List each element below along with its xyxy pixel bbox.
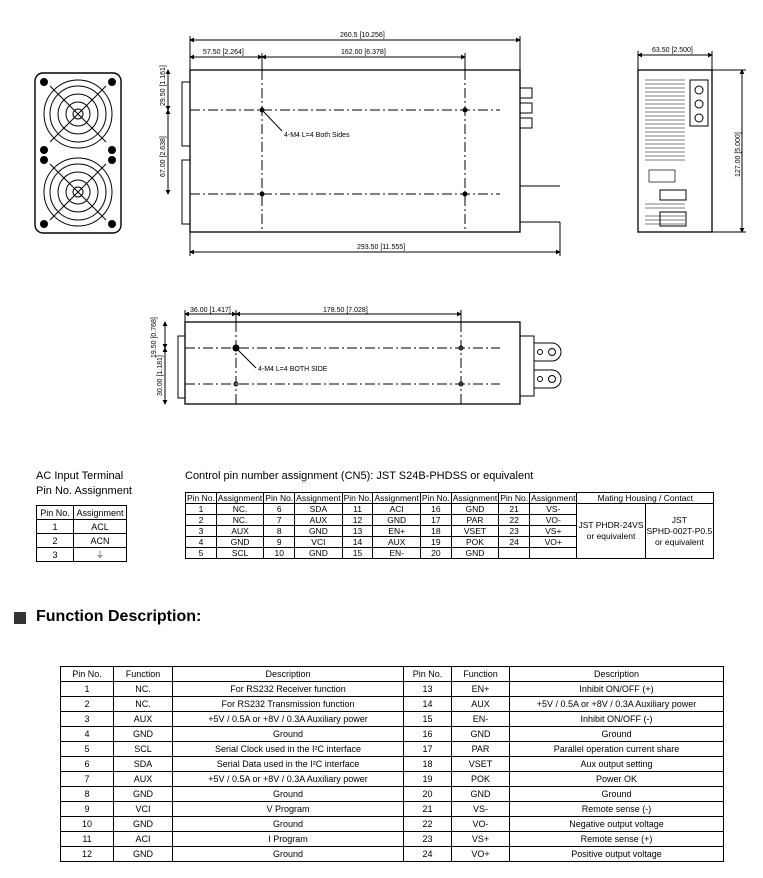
table-row [61, 817, 724, 832]
function-table-body [61, 682, 724, 862]
cell: 22 [499, 515, 530, 526]
cell: 18 [420, 526, 451, 537]
cell: 1 [186, 504, 217, 515]
table-row [61, 742, 724, 757]
cell: SDA [295, 504, 342, 515]
table-cell: Inhibit ON/OFF (+) [510, 682, 724, 697]
table-cell: Inhibit ON/OFF (-) [510, 712, 724, 727]
table-cell: AUX [114, 772, 173, 787]
table-cell: GND [114, 847, 173, 862]
table-row [37, 534, 127, 548]
table-row [61, 787, 724, 802]
cell: POK [451, 537, 498, 548]
table-row [61, 802, 724, 817]
cell: AUX [216, 526, 263, 537]
cell: 21 [499, 504, 530, 515]
dim-top-vert-2: 67.00 [2.638] [160, 136, 167, 177]
cell: VCI [295, 537, 342, 548]
table-cell: For RS232 Receiver function [173, 682, 404, 697]
table-cell: AUX [114, 712, 173, 727]
cell: AUX [373, 537, 420, 548]
cell: SCL [216, 548, 263, 559]
housing-model: JST PHDR-24VS [578, 520, 644, 530]
table-cell: VO- [452, 817, 510, 832]
table-cell: 22 [404, 817, 452, 832]
col-header: Pin No. [61, 667, 114, 682]
dim-end-width: 63.50 [2.500] [652, 47, 693, 54]
table-cell: 13 [404, 682, 452, 697]
col-header: Pin No. [404, 667, 452, 682]
table-cell: 2 [61, 697, 114, 712]
col-header: Pin No. [343, 493, 372, 503]
table-row [61, 757, 724, 772]
table-cell: 15 [404, 712, 452, 727]
table-cell: VS- [452, 802, 510, 817]
table-cell: 21 [404, 802, 452, 817]
table-cell: 8 [61, 787, 114, 802]
col-header: Assignment [374, 493, 419, 503]
cell: PAR [451, 515, 498, 526]
cell: 23 [499, 526, 530, 537]
table-cell: Ground [173, 727, 404, 742]
table-cell: Ground [173, 847, 404, 862]
side-view [165, 310, 561, 404]
cell: 5 [186, 548, 217, 559]
cell: 3 [186, 526, 217, 537]
col-header: Pin No. [187, 493, 215, 503]
cn5-pin-table [185, 492, 714, 559]
table-cell: EN+ [452, 682, 510, 697]
table-cell: Power OK [510, 772, 724, 787]
cell: GND [295, 548, 342, 559]
table-row [61, 772, 724, 787]
table-row [61, 682, 724, 697]
assign-cell: ACL [74, 520, 127, 534]
cell: 17 [420, 515, 451, 526]
cell: EN+ [373, 526, 420, 537]
cell: GND [295, 526, 342, 537]
cell: 8 [264, 526, 295, 537]
cell: 16 [420, 504, 451, 515]
cell: 7 [264, 515, 295, 526]
table-cell: Parallel operation current share [510, 742, 724, 757]
contact-cell [645, 504, 714, 559]
table-cell: NC. [114, 682, 173, 697]
table-cell: 24 [404, 847, 452, 862]
table-cell: 17 [404, 742, 452, 757]
contact-equiv: or equivalent [655, 536, 704, 547]
cell: 9 [264, 537, 295, 548]
table-row [37, 520, 127, 534]
table-cell: Ground [173, 817, 404, 832]
ac-title [36, 469, 132, 499]
table-cell: ACI [114, 832, 173, 847]
table-cell: For RS232 Transmission function [173, 697, 404, 712]
table-row [37, 548, 127, 562]
table-cell: 11 [61, 832, 114, 847]
assign-cell: ACN [74, 534, 127, 548]
cell: VS- [530, 504, 577, 515]
cell: 13 [342, 526, 373, 537]
dim-top-overall: 260.5 [10.256] [340, 32, 385, 39]
cell: 11 [342, 504, 373, 515]
table-cell: 19 [404, 772, 452, 787]
fan-top [41, 79, 116, 154]
table-row [61, 832, 724, 847]
dim-top-left-offset: 57.50 [2.264] [203, 49, 244, 56]
table-row [186, 504, 714, 515]
table-cell: 9 [61, 802, 114, 817]
top-mount-note: 4-M4 L=4 Both Sides [284, 132, 350, 139]
table-cell: SCL [114, 742, 173, 757]
col-header: Assignment [74, 506, 127, 520]
table-row [61, 847, 724, 862]
table-cell: 7 [61, 772, 114, 787]
table-cell: SDA [114, 757, 173, 772]
col-header: Pin No. [37, 506, 74, 520]
contact-model: SPHD-002T-P0.5 [646, 525, 713, 536]
cell: VO+ [530, 537, 577, 548]
pin-cell: 3 [37, 548, 74, 562]
cell: GND [451, 504, 498, 515]
table-cell: VSET [452, 757, 510, 772]
table-cell: 18 [404, 757, 452, 772]
table-cell: Serial Clock used in the I²C interface [173, 742, 404, 757]
cell: NC. [216, 504, 263, 515]
table-cell: 1 [61, 682, 114, 697]
cell: VS+ [530, 526, 577, 537]
table-row [61, 712, 724, 727]
dim-side-offset: 36.00 [1.417] [190, 307, 231, 314]
table-cell: Negative output voltage [510, 817, 724, 832]
cell: NC. [216, 515, 263, 526]
ac-pin-table [36, 505, 127, 562]
dim-end-height: 127.00 [5.000] [735, 132, 742, 177]
table-cell: GND [114, 727, 173, 742]
table-cell: GND [452, 787, 510, 802]
table-row [61, 727, 724, 742]
col-header: Assignment [531, 493, 576, 503]
table-cell: +5V / 0.5A or +8V / 0.3A Auxiliary power [173, 772, 404, 787]
table-cell: GND [114, 817, 173, 832]
table-cell: EN- [452, 712, 510, 727]
table-cell: 12 [61, 847, 114, 862]
dim-side-spacing: 178.50 [7.028] [323, 307, 368, 314]
cell: VSET [451, 526, 498, 537]
col-header: Assignment [452, 493, 498, 503]
table-cell: AUX [452, 697, 510, 712]
cell [499, 548, 530, 559]
dim-top-hole-spacing: 162.00 [6.378] [341, 49, 386, 56]
table-cell: 3 [61, 712, 114, 727]
table-cell: GND [452, 727, 510, 742]
side-mount-note: 4-M4 L=4 BOTH SIDE [258, 366, 328, 373]
cell: GND [373, 515, 420, 526]
contact-brand: JST [671, 514, 687, 525]
table-cell: 6 [61, 757, 114, 772]
mating-header: Mating Housing / Contact [577, 493, 714, 504]
function-title: Function Description: [36, 608, 202, 625]
table-cell: Aux output setting [510, 757, 724, 772]
table-cell: 20 [404, 787, 452, 802]
col-header: Pin No. [421, 493, 450, 503]
table-cell: V Program [173, 802, 404, 817]
cell: 24 [499, 537, 530, 548]
cell: AUX [295, 515, 342, 526]
dim-side-vert-1: 19.50 [0.768] [151, 317, 158, 358]
table-cell: Remote sense (-) [510, 802, 724, 817]
table-row [61, 697, 724, 712]
cell [530, 548, 577, 559]
table-header-row [61, 667, 724, 682]
dim-top-vert-1: 29.50 [1.161] [160, 65, 167, 106]
cell: 19 [420, 537, 451, 548]
table-header-row [37, 506, 127, 520]
end-view [638, 51, 746, 232]
table-cell: GND [114, 787, 173, 802]
table-cell: 5 [61, 742, 114, 757]
cell: EN- [373, 548, 420, 559]
table-cell: VO+ [452, 847, 510, 862]
table-cell: 10 [61, 817, 114, 832]
ground-symbol-cell: ⏚ [74, 548, 127, 562]
table-cell: Positive output voltage [510, 847, 724, 862]
table-cell: 4 [61, 727, 114, 742]
cn5-title: Control pin number assignment (CN5): JST S24B-PHDSS or equivalent [185, 470, 534, 482]
col-header: Assignment [296, 493, 341, 503]
ac-title-line1: AC Input Terminal [36, 470, 124, 482]
col-header: Description [510, 667, 724, 682]
cell: VO- [530, 515, 577, 526]
table-cell: I Program [173, 832, 404, 847]
table-cell: NC. [114, 697, 173, 712]
table-cell: +5V / 0.5A or +8V / 0.3A Auxiliary power [173, 712, 404, 727]
cell: 4 [186, 537, 217, 548]
cell: 6 [264, 504, 295, 515]
dim-top-bottom-length: 293.50 [11.555] [357, 244, 406, 251]
table-cell: VS+ [452, 832, 510, 847]
col-header: Pin No. [500, 493, 529, 503]
housing-equiv: or equivalent [586, 531, 636, 541]
table-cell: Ground [510, 727, 724, 742]
table-cell: Serial Data used in the I²C interface [173, 757, 404, 772]
cell: 10 [264, 548, 295, 559]
pin-cell: 2 [37, 534, 74, 548]
table-cell: Ground [173, 787, 404, 802]
cell: 12 [342, 515, 373, 526]
pin-cell: 1 [37, 520, 74, 534]
table-cell: 16 [404, 727, 452, 742]
col-header: Function [114, 667, 173, 682]
table-cell: VCI [114, 802, 173, 817]
function-table [60, 666, 724, 862]
table-cell: 23 [404, 832, 452, 847]
table-header-row [186, 493, 714, 504]
dim-side-vert-2: 30.00 [1.181] [157, 355, 164, 396]
table-cell: Ground [510, 787, 724, 802]
cell: 2 [186, 515, 217, 526]
cell: 14 [342, 537, 373, 548]
section-bullet-icon [14, 612, 26, 624]
col-header: Description [173, 667, 404, 682]
table-cell: Remote sense (+) [510, 832, 724, 847]
table-cell: POK [452, 772, 510, 787]
top-view [168, 36, 560, 256]
col-header: Assignment [217, 493, 263, 503]
cell: GND [451, 548, 498, 559]
col-header: Pin No. [265, 493, 294, 503]
fan-front-view [35, 73, 121, 233]
table-cell: +5V / 0.5A or +8V / 0.3A Auxiliary power [510, 697, 724, 712]
cell: GND [216, 537, 263, 548]
col-header: Function [452, 667, 510, 682]
cell: ACI [373, 504, 420, 515]
table-cell: 14 [404, 697, 452, 712]
housing-cell [577, 504, 645, 559]
table-cell: PAR [452, 742, 510, 757]
fan-bottom [41, 157, 116, 228]
ac-title-line2: Pin No. Assignment [36, 485, 132, 497]
cell: 20 [420, 548, 451, 559]
cell: 15 [342, 548, 373, 559]
